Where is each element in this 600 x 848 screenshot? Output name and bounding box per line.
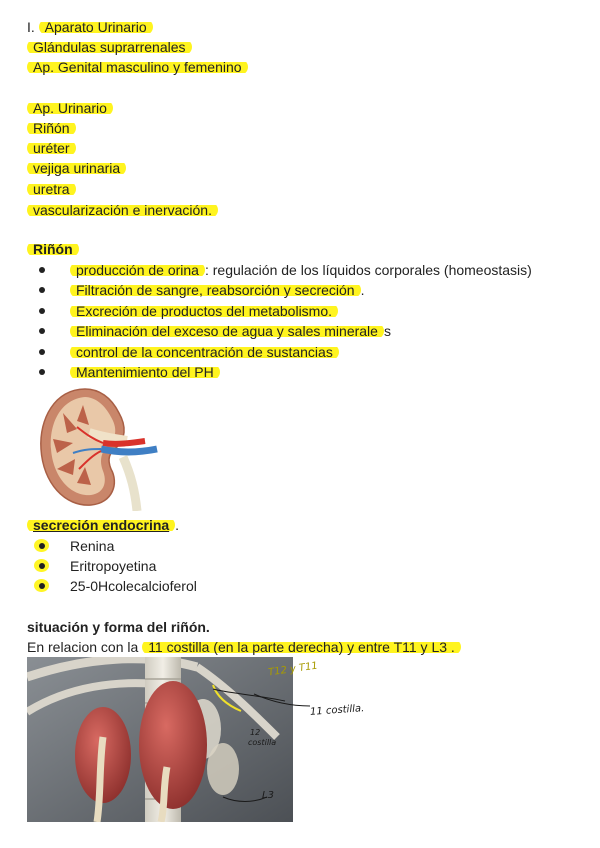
- list-item-text: Riñón: [27, 120, 76, 136]
- bullet-text: [70, 281, 364, 299]
- bullet-dot: [39, 287, 45, 293]
- toc-item-prefix: I.: [27, 19, 39, 35]
- annotation-l3: L3: [262, 790, 274, 801]
- list-item: [27, 139, 76, 157]
- list-item: [27, 180, 76, 198]
- bullet-dot: [39, 543, 45, 549]
- bullet-dot: [39, 369, 45, 375]
- bullet-text: [70, 343, 339, 361]
- list-item: [27, 201, 218, 219]
- bullet-dot: [39, 583, 45, 589]
- list-item-text: uréter: [27, 140, 76, 156]
- bullet-text: Eritropoyetina: [70, 558, 157, 574]
- list-item-text: vejiga urinaria: [27, 160, 126, 176]
- plain-text: .: [360, 282, 365, 298]
- highlighted-text: Mantenimiento del PH: [70, 364, 220, 380]
- toc-item-label: Aparato Urinario: [39, 19, 153, 35]
- bullet-dot: [39, 328, 45, 334]
- bullet-dot: [39, 563, 45, 569]
- heading-suffix: .: [175, 517, 180, 533]
- bullet-dot: [39, 349, 45, 355]
- toc-item-aparato-urinario: [27, 18, 153, 36]
- highlighted-text: Excreción de productos del metabolismo.: [70, 303, 338, 319]
- annotation-12-costilla: costilla: [248, 738, 277, 747]
- list-item-text: uretra: [27, 181, 76, 197]
- bullet-dot: [39, 308, 45, 314]
- heading-text: Riñón: [27, 241, 79, 257]
- bullet-text: 25-0Hcolecalcioferol: [70, 578, 197, 594]
- bullet-text: [70, 322, 391, 340]
- section-heading-situacion: [27, 618, 210, 636]
- heading-text: Ap. Urinario: [27, 100, 113, 116]
- highlighted-text: Eliminación del exceso de agua y sales minerale: [70, 323, 384, 339]
- toc-item-glandulas: [27, 38, 192, 56]
- annotation-t12-t11: T12 y T11: [267, 660, 319, 679]
- bullet-text: [70, 363, 220, 381]
- list-item: [27, 159, 126, 177]
- section-heading-urinario: [27, 99, 113, 117]
- section-heading-endocrina: [27, 516, 179, 534]
- plain-text: s: [383, 323, 391, 339]
- annotation-arrow-11-costilla: [252, 692, 314, 714]
- highlighted-text: producción de orina: [70, 262, 205, 278]
- bullet-text: [70, 261, 532, 279]
- kidney-section-image: [27, 383, 189, 511]
- plain-text: En relacion con la: [27, 639, 143, 655]
- highlighted-text: Filtración de sangre, reabsorción y secreción: [70, 282, 361, 298]
- bullet-dot: [39, 267, 45, 273]
- plain-text: : regulación de los líquidos corporales (homeostasis): [204, 262, 532, 278]
- heading-text: situación y forma del riñón.: [27, 619, 210, 635]
- list-item-text: vascularización e inervación.: [27, 202, 218, 218]
- bullet-text: [70, 302, 338, 320]
- highlighted-text: control de la concentración de sustancias: [70, 344, 339, 360]
- list-item: [27, 119, 76, 137]
- toc-item-label: Ap. Genital masculino y femenino: [27, 59, 248, 75]
- situacion-text: [27, 638, 461, 656]
- bullet-text: Renina: [70, 538, 115, 554]
- annotation-12-number: 12: [250, 728, 261, 737]
- highlighted-text: 11 costilla (en la parte derecha) y entre T11 y L3 .: [142, 639, 461, 655]
- section-heading-rinon: [27, 240, 79, 258]
- toc-item-label: Glándulas suprarrenales: [27, 39, 192, 55]
- annotation-11-costilla: 11 costilla.: [309, 703, 365, 718]
- toc-item-genital: [27, 58, 248, 76]
- heading-text: secreción endocrina: [27, 517, 175, 533]
- kidney-section-illustration: [27, 383, 189, 511]
